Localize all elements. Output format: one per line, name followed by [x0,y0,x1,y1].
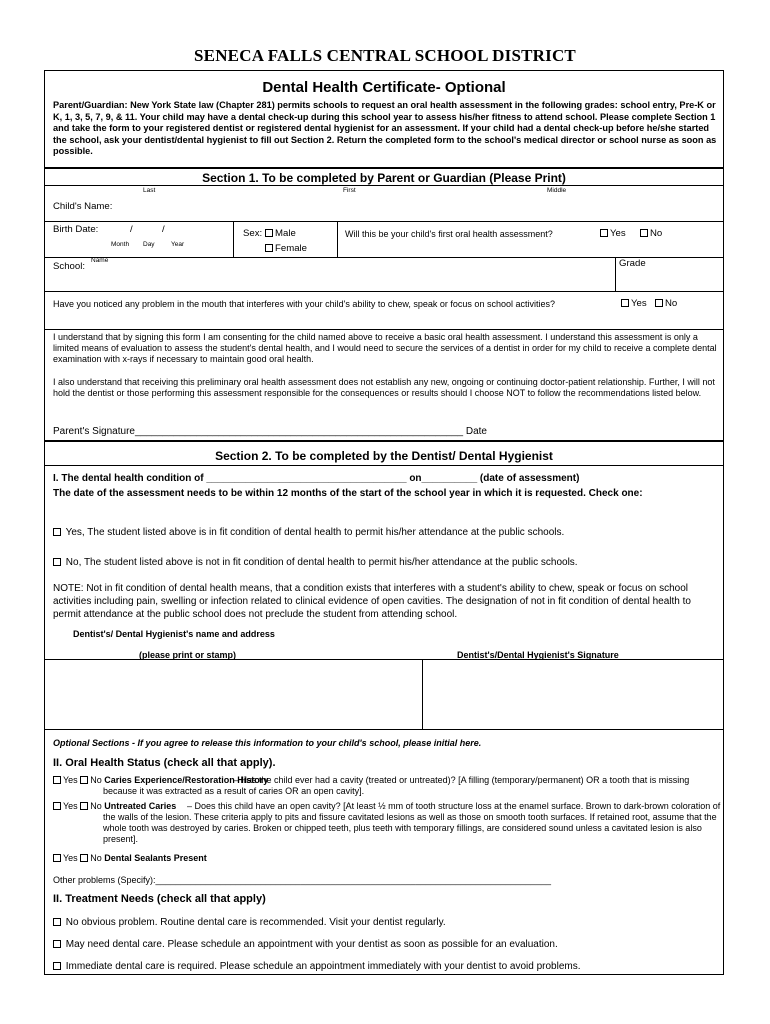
name-first-hint: First [343,187,356,194]
name-middle-hint: Middle [547,187,567,194]
untreated-text: – Does this child have an open cavity? [At least ½ mm of tooth structure loss at the enamel surface. Brown to dark-brown coloration of the walls of the lesion. These criteria apply to pits and fissure cavitated lesions as well as those on smooth tooth surfaces. If retained root, assume that the whole tooth was destroyed by caries. Broken or chipped teeth, plus teeth with temporary fillings, are considered sound unless a cavitated lesion is also present]. [103,801,721,844]
problem-no[interactable]: No [655,298,677,309]
dentist-signature-label: Dentist's/Dental Hygienist's Signature [457,650,619,660]
checkbox-icon[interactable] [621,299,629,307]
untreated-yes[interactable]: Yes [53,801,78,811]
name-last-hint: Last [143,187,156,194]
divider [422,659,423,729]
caries-label: Caries Experience/Restoration History [104,775,269,785]
checkbox-icon[interactable] [655,299,663,307]
section2-title: Section 2. To be completed by the Dentist/ Dental Hygienist [215,449,553,463]
school-name-hint: Name [91,257,109,264]
divider [337,221,338,257]
female-option[interactable]: Female [265,243,307,254]
first-assessment-yes[interactable]: Yes [600,228,626,239]
male-option[interactable]: Male [265,228,296,239]
intro-text: Parent/Guardian: New York State law (Chapter 281) permits schools to request an oral health assessment in the following grades: school entry, Pre-K or K, 1, 3, 5, 7, 9, & 11. Your child may have a dental check-up during this school year to assess his/her fitness to attend school. Please complete Section 1 and take the form to your registered dentist or registered dental hygienist for an assessment. If your child had a dental check-up before he/she started the school, ask your dentist/dental hygienist to fill out Section 2. Return the completed form to the school's medical director or school nurse as soon as possible. [53,100,717,157]
divider [45,329,723,330]
problem-question: Have you noticed any problem in the mouth that interferes with your child's ability to chew, speak or focus on school activities? [53,299,555,309]
fit-yes-option[interactable]: Yes, The student listed above is in fit condition of dental health to permit his/her attendance at the public schools. [53,527,564,538]
checkbox-icon[interactable] [53,802,61,810]
certificate-title: Dental Health Certificate- Optional [262,79,506,96]
divider [45,440,723,442]
divider [45,659,723,660]
divider [45,167,723,169]
first-assessment-no[interactable]: No [640,228,662,239]
checkbox-icon[interactable] [53,918,61,926]
divider [45,729,723,730]
divider [233,221,234,257]
problem-yes[interactable]: Yes [621,298,647,309]
checkbox-icon[interactable] [53,776,61,784]
divider [45,465,723,466]
caries-text: – Has the child ever had a cavity (treated or untreated)? [A filling (temporary/permanent) OR a tooth that is missing because it was extracted as a result of caries OR an open cavity]. [103,775,690,796]
sealants-label: Dental Sealants Present [104,853,207,863]
fit-no-option[interactable]: No, The student listed above is not in fit condition of dental health to permit his/her attendance at the public schools. [53,557,578,568]
checkbox-icon[interactable] [53,962,61,970]
condition-instructions: The date of the assessment needs to be within 12 months of the start of the school year in which it is requested. Check one: [53,488,643,499]
sealants-yes[interactable]: Yes [53,853,78,863]
untreated-no[interactable]: No [80,801,102,811]
caries-no[interactable]: No [80,775,102,785]
divider [615,257,616,291]
fit-note: NOTE: Not in fit condition of dental health means, that a condition exists that interferes with a student's ability to chew, speak or focus on school activities including pain, swelling or infection related to clinical evidence of open cavities. The designation of not in fit condition of dental health to permit attendance at the public school does not preclude the student from attending school. [53,583,691,620]
first-assessment-question: Will this be your child's first oral health assessment? [345,229,553,239]
checkbox-icon[interactable] [80,854,88,862]
divider [45,291,723,292]
treatment-option-2[interactable]: May need dental care. Please schedule an appointment with your dentist as soon as possible for an evaluation. [53,939,558,950]
birth-date-label: Birth Date: [53,224,99,235]
caries-yes[interactable]: Yes [53,775,78,785]
treatment-option-1[interactable]: No obvious problem. Routine dental care is recommended. Visit your dentist regularly. [53,917,446,928]
checkbox-icon[interactable] [53,940,61,948]
divider [45,185,723,186]
month-hint: Month [111,241,130,248]
untreated-label: Untreated Caries [104,801,177,811]
section1-title: Section 1. To be completed by Parent or Guardian (Please Print) [202,171,566,185]
consent-paragraph-2: I also understand that receiving this preliminary oral health assessment does not establish any new, ongoing or continuing doctor-patient relationship. Further, I will not hold the dentist or those performing this assessment responsible for the consequences or results should I choose NOT to follow the recommendations listed below. [53,377,715,399]
treatment-title: II. Treatment Needs (check all that apply) [53,893,266,905]
date-slash: / [162,224,165,235]
condition-line: I. The dental health condition of ____________________________________ on__________ (date of assessment) [53,473,580,484]
district-name: SENECA FALLS CENTRAL SCHOOL DISTRICT [194,46,576,65]
checkbox-icon[interactable] [265,244,273,252]
sealants-no[interactable]: No [80,853,102,863]
other-problems-line[interactable]: Other problems (Specify):_______________________________________________________________________________ [53,875,551,885]
childs-name-label: Child's Name: [53,201,113,212]
checkbox-icon[interactable] [53,528,61,536]
please-print-label: (please print or stamp) [139,650,237,660]
school-label: School: [53,261,85,272]
certificate-form [44,70,724,975]
oral-health-title: II. Oral Health Status (check all that apply). [53,757,276,769]
consent-paragraph-1: I understand that by signing this form I am consenting for the child named above to receive a basic oral health assessment. I understand this assessment is only a limited means of evaluation to assess the student's dental health, and I would need to secure the services of a dentist in order for my child to receive a complete dental examination with x-rays if necessary to maintain good oral health. [53,332,717,365]
checkbox-icon[interactable] [600,229,608,237]
year-hint: Year [171,241,185,248]
checkbox-icon[interactable] [640,229,648,237]
dentist-name-address-label: Dentist's/ Dental Hygienist's name and address [73,629,275,639]
sex-label: Sex: [243,228,263,239]
treatment-option-3[interactable]: Immediate dental care is required. Please schedule an appointment immediately with your dentist to avoid problems. [53,961,581,972]
day-hint: Day [143,241,155,248]
checkbox-icon[interactable] [53,558,61,566]
checkbox-icon[interactable] [80,776,88,784]
checkbox-icon[interactable] [265,229,273,237]
grade-label: Grade [619,258,646,269]
parent-signature-line[interactable]: Parent's Signature___________________________________________________________ Date [53,426,487,437]
divider [45,221,723,222]
checkbox-icon[interactable] [53,854,61,862]
date-slash: / [130,224,133,235]
optional-intro: Optional Sections - If you agree to release this information to your child's school, please initial here. [53,738,482,748]
checkbox-icon[interactable] [80,802,88,810]
sealants-row [53,853,207,864]
